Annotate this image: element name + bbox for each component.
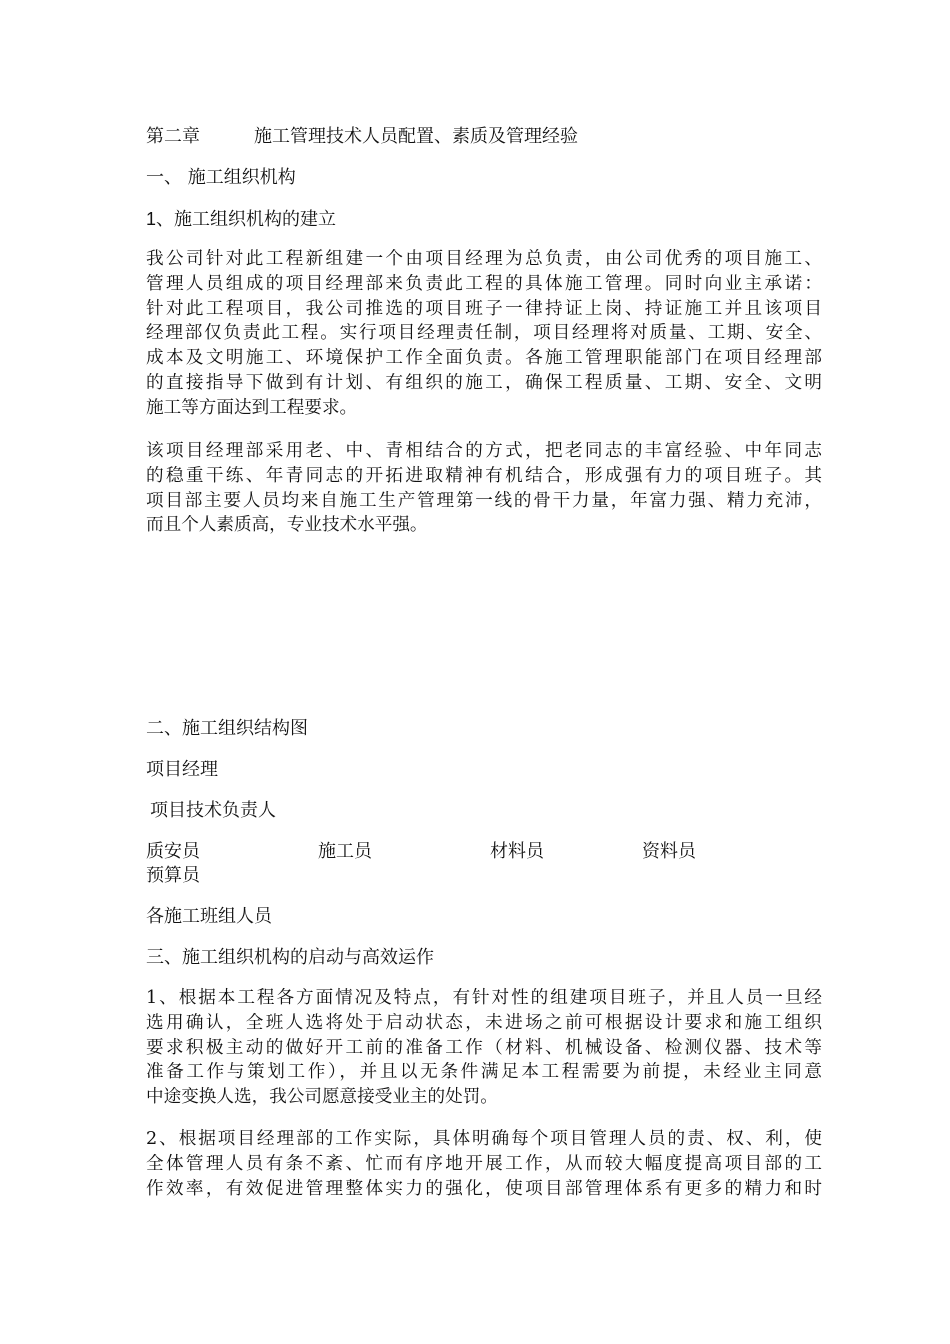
chapter-number: 第二章 xyxy=(146,126,200,147)
role-documents: 资料员 xyxy=(642,841,696,862)
section1-paragraph-1 xyxy=(146,247,822,421)
role-constructor: 施工员 xyxy=(318,841,372,862)
org-chart-manager: 项目经理 xyxy=(146,759,218,780)
paragraph-line: 该项目经理部采用老、中、青相结合的方式，把老同志的丰富经验、中年同志 xyxy=(146,441,822,461)
paragraph-line: 的直接指导下做到有计划、有组织的施工，确保工程质量、工期、安全、文明 xyxy=(146,372,822,393)
paragraph-line: 经理部仅负责此工程。实行项目经理责任制，项目经理将对质量、工期、安全、 xyxy=(146,323,822,344)
role-materials: 材料员 xyxy=(490,841,544,862)
paragraph-line: 而且个人素质高，专业技术水平强。 xyxy=(146,515,428,536)
paragraph-line: 我公司针对此工程新组建一个由项目经理为总负责，由公司优秀的项目施工、 xyxy=(146,249,822,269)
paragraph-line: 成本及文明施工、环境保护工作全面负责。各施工管理职能部门在项目经理部 xyxy=(146,348,822,369)
paragraph-line: 施工等方面达到工程要求。 xyxy=(146,397,358,418)
paragraph-line: 的稳重干练、年青同志的开拓进取精神有机结合，形成强有力的项目班子。其 xyxy=(146,465,822,486)
paragraph-line: 全体管理人员有条不紊、忙而有序地开展工作，从而较大幅度提高项目部的工 xyxy=(146,1153,822,1174)
section3-item-2 xyxy=(146,1127,822,1201)
sub1-title: 、施工组织机构的建立 xyxy=(156,209,337,230)
paragraph-line: 选用确认，全班人选将处于启动状态，未进场之前可根据设计要求和施工组织 xyxy=(146,1012,822,1033)
section3-heading: 三、施工组织机构的启动与高效运作 xyxy=(146,947,434,968)
paragraph-line: 中途变换人选，我公司愿意接受业主的处罚。 xyxy=(146,1087,498,1108)
paragraph-line: 1、根据本工程各方面情况及特点，有针对性的组建项目班子，并且人员一旦经 xyxy=(146,988,822,1008)
section1-sub1-heading xyxy=(146,207,336,232)
chapter-title: 施工管理技术人员配置、素质及管理经验 xyxy=(254,126,578,147)
section1-heading: 一、 施工组织机构 xyxy=(146,167,296,188)
paragraph-line: 要求积极主动的做好开工前的准备工作（材料、机械设备、检测仪器、技术等 xyxy=(146,1037,822,1058)
paragraph-line: 准备工作与策划工作），并且以无条件满足本工程需要为前提，未经业主同意 xyxy=(146,1062,822,1083)
chapter-heading xyxy=(146,125,578,149)
paragraph-line: 2、根据项目经理部的工作实际，具体明确每个项目管理人员的责、权、利，使 xyxy=(146,1129,822,1149)
role-quality-safety: 质安员 xyxy=(146,841,200,862)
org-chart-tech-lead: 项目技术负责人 xyxy=(150,800,276,821)
sub1-number: 1 xyxy=(146,209,157,229)
section3-item-1 xyxy=(146,986,822,1110)
paragraph-line: 管理人员组成的项目经理部来负责此工程的具体施工管理。同时向业主承诺： xyxy=(146,273,822,294)
org-chart-teams: 各施工班组人员 xyxy=(146,906,272,927)
paragraph-line: 针对此工程项目，我公司推选的项目班子一律持证上岗、持证施工并且该项目 xyxy=(146,298,822,319)
role-budget: 预算员 xyxy=(146,865,200,886)
section1-paragraph-2 xyxy=(146,439,822,538)
paragraph-line: 项目部主要人员均来自施工生产管理第一线的骨干力量，年富力强、精力充沛， xyxy=(146,490,822,511)
org-chart-roles-row xyxy=(146,840,706,864)
paragraph-line: 作效率，有效促进管理整体实力的强化，使项目部管理体系有更多的精力和时 xyxy=(146,1178,822,1199)
section2-heading: 二、施工组织结构图 xyxy=(146,718,308,739)
